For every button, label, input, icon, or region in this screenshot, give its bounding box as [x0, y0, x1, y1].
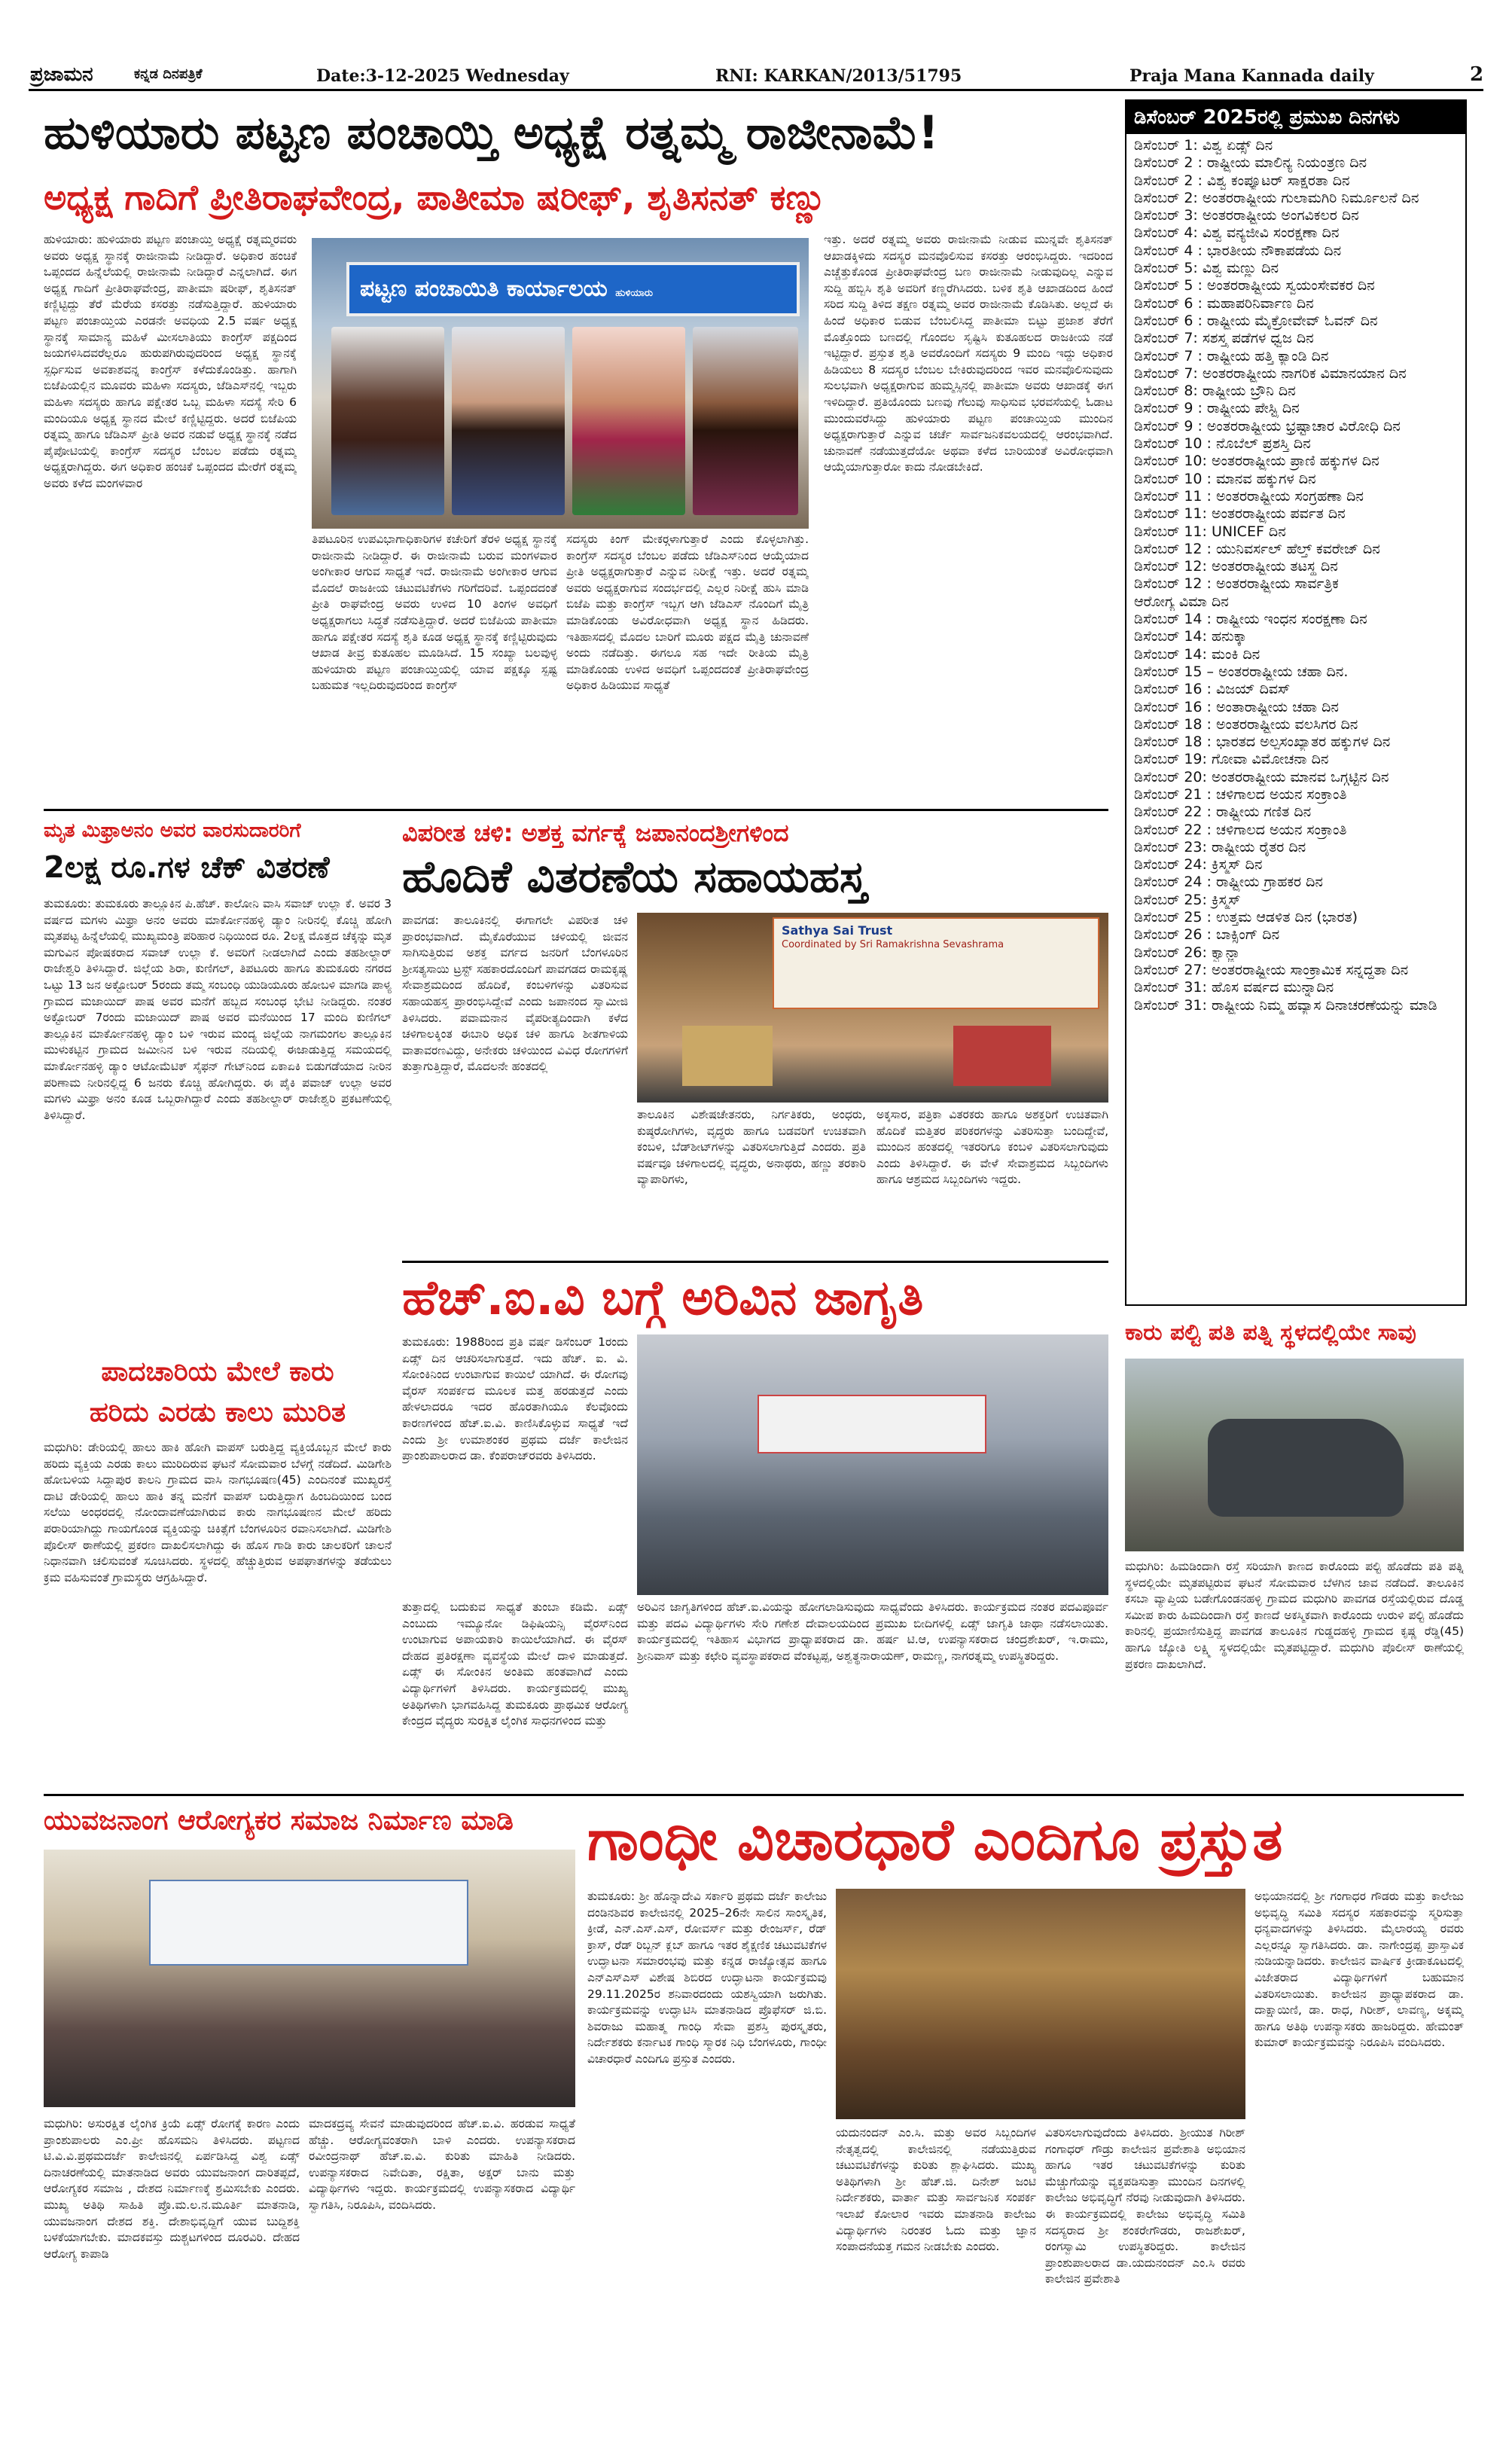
important-day-item: ಡಿಸೆಂಬರ್ 3: ಅಂತರರಾಷ್ಟ್ರೀಯ ಅಂಗವಿಕಲರ ದಿನ: [1134, 207, 1359, 224]
youth-photo: [44, 1850, 575, 2107]
important-day-item: ಡಿಸೆಂಬರ್ 5 : ಅಂತರರಾಷ್ಟ್ರೀಯ ಸ್ವಯಂಸೇವಕರ ದಿನ: [1134, 277, 1375, 294]
gandhi-col-2: ಯದುನಂದನ್ ಎಂ.ಸಿ. ಮತ್ತು ಅವರ ಸಿಬ್ಬಂದಿಗಳ ನೇತೃತ್ವದಲ್ಲಿ ಕಾಲೇಜಿನಲ್ಲಿ ನಡೆಯುತ್ತಿರುವ ಚಟುವಟಿಕೆಗಳನ್ನು ಕುರಿತು ಶ್ಲಾಘಿಸಿದರು. ಮುಖ್ಯ ಅತಿಥಿಗಳಾಗಿ ಶ್ರೀ ಹೆಚ್.ಜಿ. ದಿನೇಶ್ ಜಂಟಿ ನಿರ್ದೇಶಕರು, ವಾರ್ತಾ ಮತ್ತು ಸಾರ್ವಜನಿಕ ಸಂಪರ್ಕ ಇಲಾಖೆ ಕೋಲಾರ ಇವರು ಮಾತನಾಡಿ ಕಾಲೇಜು ವಿದ್ಯಾರ್ಥಿಗಳು ನಿರಂತರ ಓದು ಮತ್ತು ಜ್ಞಾನ ಸಂಪಾದನೆಯತ್ತ ಗಮನ ನೀಡಬೇಕು ಎಂದರು.: [836, 2126, 1036, 2254]
trust-banner-text: Coordinated by Sri Ramakrishna Sevashrama: [782, 939, 1004, 950]
car-body: ಮಧುಗಿರಿ: ಹಿಮಡಿಂದಾಗಿ ರಸ್ತೆ ಸರಿಯಾಗಿ ಕಾಣದ ಕಾರೊಂದು ಪಲ್ಟಿ ಹೊಡೆದು ಪತಿ ಪತ್ನಿ ಸ್ಥಳದಲ್ಲಿಯೇ ಮೃತಪಟ್ಟಿರುವ ಘಟನೆ ಸೋಮವಾರ ಬೆಳಗಿನ ಜಾವ ನಡೆದಿದೆ. ತಾಲೂಕಿನ ಕಸಬಾ ವ್ಯಾಪ್ತಿಯ ಬಡೇಗೊಂಡನಹಳ್ಳಿ ಗ್ರಾಮದ ಮಧುಗಿರಿ ಪಾವಗಡ ರಸ್ತೆಯಲ್ಲಿರುವ ದೊಡ್ಡ ಸಮೀಪ ಕಾರು ಹಿಮದಿಂದಾಗಿ ರಸ್ತೆ ಕಾಣದೆ ಅಕಸ್ಮಿಕವಾಗಿ ಕಾರೊಂದು ಉರುಳಿ ಪಲ್ಟಿ ಹೊಡೆದು ಕಾರಿನಲ್ಲಿ ಪ್ರಯಾಣಿಸುತ್ತಿದ್ದ ಪಾವಗಡ ತಾಲೂಕಿನ ಗುಡ್ಡದಹಳ್ಳಿ ಗ್ರಾಮದ ಕೃಷ್ಣ ರೆಡ್ಡಿ(45) ಹಾಗೂ ಜ್ಯೋತಿ ಲಕ್ಷ್ಮಿ ಸ್ಥಳದಲ್ಲಿಯೇ ಮೃತಪಟ್ಟಿದ್ದಾರೆ. ಮಧುಗಿರಿ ಪೊಲೀಸ್ ಠಾಣೆಯಲ್ಲಿ ಪ್ರಕರಣ ದಾಖಲಾಗಿದೆ.: [1125, 1560, 1464, 1671]
blanket-col-2: ತಾಲೂಕಿನ ವಿಶೇಷಚೇತನರು, ನಿರ್ಗತಿಕರು, ಅಂಧರು, ಕುಷ್ಠರೋಗಿಗಳು, ವೃದ್ಧರು ಹಾಗೂ ಬಡವರಿಗೆ ಉಚಿತವಾಗಿ ಕಂಬಳಿ, ಬೆಡ್‍ಶೀಟ್‍ಗಳನ್ನು ವಿತರಿಸಲಾಗುತ್ತಿದೆ ಎಂದರು. ಪ್ರತಿ ವರ್ಷವೂ ಚಳಿಗಾಲದಲ್ಲಿ ವೃದ್ಧರು, ಅನಾಥರು, ಹಣ್ಣು ತರಕಾರಿ ವ್ಯಾಪಾರಿಗಳು,: [637, 1108, 866, 1187]
masthead-date: Date:3-12-2025 Wednesday: [316, 66, 569, 86]
divider: [402, 1261, 1108, 1263]
masthead: [29, 63, 1484, 91]
crashed-car: [1208, 1419, 1404, 1517]
important-day-item: ಡಿಸೆಂಬರ್ 1: ವಿಶ್ವ ಏಡ್ಸ್ ದಿನ: [1134, 137, 1273, 154]
important-day-item: ಡಿಸೆಂಬರ್ 10 : ನೊಬೆಲ್ ಪ್ರಶಸ್ತಿ ದಿನ: [1134, 435, 1311, 453]
portrait-3: [572, 327, 685, 515]
important-day-item: ಡಿಸೆಂಬರ್ 25: ಕ್ರಿಸ್ಮಸ್: [1134, 891, 1241, 908]
youth-headline: ಯುವಜನಾಂಗ ಆರೋಗ್ಯಕರ ಸಮಾಜ ನಿರ್ಮಾಣ ಮಾಡಿ: [44, 1805, 514, 1836]
important-day-item: ಡಿಸೆಂಬರ್ 2: ಅಂತರರಾಷ್ಟ್ರೀಯ ಗುಲಾಮಗಿರಿ ನಿರ್ಮೂಲನೆ ದಿನ: [1134, 189, 1419, 206]
important-day-item: ಡಿಸೆಂಬರ್ 22 : ಚಳಿಗಾಲದ ಅಯನ ಸಂಕ್ರಾಂತಿ: [1134, 821, 1347, 838]
page-number: 2: [1470, 63, 1484, 86]
important-day-item: ಡಿಸೆಂಬರ್ 10: ಅಂತರರಾಷ್ಟ್ರೀಯ ಪ್ರಾಣಿ ಹಕ್ಕುಗಳ ದಿನ: [1134, 453, 1379, 470]
pedestrian-headline-2: ಹರಿದು ಎರಡು ಕಾಲು ಮುರಿತ: [89, 1397, 346, 1428]
important-day-item: ಆರೋಗ್ಯ ವಿಮಾ ದಿನ: [1134, 593, 1229, 610]
important-day-item: ಡಿಸೆಂಬರ್ 22 : ರಾಷ್ಟ್ರೀಯ ಗಣಿತ ದಿನ: [1134, 804, 1312, 821]
important-day-item: ಡಿಸೆಂಬರ್ 9 : ರಾಷ್ಟ್ರೀಯ ಪೇಸ್ಟ್ರಿ ದಿನ: [1134, 400, 1300, 417]
blanket-photo: [637, 913, 1108, 1103]
masthead-tagline: ಕನ್ನಡ ದಿನಪತ್ರಿಕೆ: [134, 66, 203, 82]
portrait-1: [331, 327, 444, 515]
important-day-item: ಡಿಸೆಂಬರ್ 9 : ಅಂತರರಾಷ್ಟ್ರೀಯ ಭ್ರಷ್ಟಾಚಾರ ವಿರೋಧಿ ದಿನ: [1134, 417, 1401, 435]
important-day-item: ಡಿಸೆಂಬರ್ 21 : ಚಳಿಗಾಲದ ಅಯನ ಸಂಕ್ರಾಂತಿ: [1134, 785, 1347, 803]
gandhi-col-1: ತುಮಕೂರು: ಶ್ರೀ ಹೊನ್ನಾದೇವಿ ಸರ್ಕಾರಿ ಪ್ರಥಮ ದರ್ಜೆ ಕಾಲೇಜು ದಂಡಿನಶಿವರ ಕಾಲೇಜಿನಲ್ಲಿ 2025–26ನೇ ಸಾಲಿನ ಸಾಂಸ್ಕೃತಿಕ, ಕ್ರೀಡೆ, ಎನ್.ಎಸ್.ಎಸ್, ರೋವರ್ಸ್ ಮತ್ತು ರೇಂಜರ್ಸ್, ರೆಡ್ ಕ್ರಾಸ್, ರೆಡ್ ರಿಬ್ಬನ್ ಕ್ಲಬ್ ಹಾಗೂ ಇತರ ಶೈಕ್ಷಣಿಕ ಚಟುವಟಿಕೆಗಳ ಉದ್ಘಾಟನಾ ಸಮಾರಂಭವು ಮತ್ತು ಕನ್ನಡ ರಾಜ್ಯೋತ್ಸವ ಹಾಗೂ ಎನ್‍ಎಸ್‍ಎಸ್ ವಿಶೇಷ ಶಿಬಿರದ ಉದ್ಘಾಟನಾ ಕಾರ್ಯಕ್ರಮವು 29.11.2025ರ ಶನಿವಾರದಂದು ಯಶಸ್ವಿಯಾಗಿ ಜರುಗಿತು. ಕಾರ್ಯಕ್ರಮವನ್ನು ಉದ್ಘಾಟಿಸಿ ಮಾತನಾಡಿದ ಪ್ರೊಫೆಸರ್ ಜಿ.ಬಿ. ಶಿವರಾಜು ಮಹಾತ್ಮ ಗಾಂಧಿ ಸೇವಾ ಪ್ರಶಸ್ತಿ ಪುರಸ್ಕೃತರು, ನಿರ್ದೇಶಕರು ಕರ್ನಾಟಕ ಗಾಂಧಿ ಸ್ಮಾರಕ ನಿಧಿ ಬೆಂಗಳೂರು, ಗಾಂಧೀ ವಿಚಾರಧಾರೆ ಎಂದಿಗೂ ಪ್ರಸ್ತುತ ಎಂದರು.: [587, 1890, 827, 2066]
important-day-item: ಡಿಸೆಂಬರ್ 7: ಸಶಸ್ತ್ರ ಪಡೆಗಳ ಧ್ವಜ ದಿನ: [1134, 330, 1314, 347]
cheque-kicker: ಮೃತ ಮಿಫ್ರಾಅನಂ ಅವರ ವಾರಸುದಾರರಿಗೆ: [44, 819, 301, 842]
important-day-item: ಡಿಸೆಂಬರ್ 16 : ಅಂತಾರಾಷ್ಟ್ರೀಯ ಚಹಾ ದಿನ: [1134, 698, 1339, 715]
important-day-item: ಡಿಸೆಂಬರ್ 7 : ರಾಷ್ಟ್ರೀಯ ಹತ್ತಿ ಕ್ಯಾಂಡಿ ದಿನ: [1134, 347, 1329, 364]
blanket-col-1: ಪಾವಗಡ: ತಾಲೂಕಿನಲ್ಲಿ ಈಗಾಗಲೇ ವಿಪರೀತ ಚಳಿ ಪ್ರಾರಂಭವಾಗಿದೆ. ಮೈಕೊರೆಯುವ ಚಳಿಯಲ್ಲಿ ಜೀವನ ಸಾಗಿಸುತ್ತಿರುವ ಅಶಕ್ತ ವರ್ಗದ ಜನರಿಗೆ ಬೆಂಗಳೂರಿನ ಶ್ರೀಸತ್ಯಸಾಯಿ ಟ್ರಸ್ಟ್ ಸಹಕಾರದೊಂದಿಗೆ ಪಾವಗಡದ ರಾಮಕೃಷ್ಣ ಸೇವಾಶ್ರಮದಿಂದ ಹೊದಿಕೆ, ಕಂಬಳಿಗಳನ್ನು ವಿತರಿಸುವ ಸಹಾಯಹಸ್ತ ಪ್ರಾರಂಭಿಸಿದ್ದೇವೆ ಎಂದು ಜಪಾನಂದ ಸ್ವಾಮೀಜಿ ತಿಳಿಸಿದರು. ಪವಾಮನಾನ ವೈಪರೀತ್ಯದಿಂದಾಗಿ ಕಳೆದ ಚಳಿಗಾಲಕ್ಕಿಂತ ಈಬಾರಿ ಅಧಿಕ ಚಳಿ ಹಾಗೂ ಶೀತಗಾಳಿಯ ವಾತಾವರಣವಿದ್ದು, ಅನೇಕರು ಚಳಿಯಿಂದ ವಿವಿಧ ರೋಗಗಳಿಗೆ ತುತ್ತಾಗುತ್ತಿದ್ದಾರೆ, ಮೊದಲನೇ ಹಂತದಲ್ಲಿ: [402, 913, 628, 1074]
important-day-item: ಡಿಸೆಂಬರ್ 15 – ಅಂತರರಾಷ್ಟ್ರೀಯ ಚಹಾ ದಿನ.: [1134, 663, 1349, 680]
important-day-item: ಡಿಸೆಂಬರ್ 2 : ವಿಶ್ವ ಕಂಪ್ಯೂಟರ್ ಸಾಕ್ಷರತಾ ದಿನ: [1134, 172, 1350, 189]
office-signboard: ಪಟ್ಟಣ ಪಂಚಾಯಿತಿ ಕಾರ್ಯಾಲಯ ಹುಳಿಯಾರು: [346, 262, 800, 316]
important-day-item: ಡಿಸೆಂಬರ್ 18 : ಅಂತರರಾಷ್ಟ್ರೀಯ ವಲಸಿಗರ ದಿನ: [1134, 715, 1358, 733]
gandhi-headline: ಗಾಂಧೀ ವಿಚಾರಧಾರೆ ಎಂದಿಗೂ ಪ್ರಸ್ತುತ: [587, 1806, 1283, 1873]
important-day-item: ಡಿಸೆಂಬರ್ 6 : ರಾಷ್ಟ್ರೀಯ ಮೈಕ್ರೋವೇವ್ ಓವನ್ ದಿನ: [1134, 312, 1378, 329]
masthead-name: Praja Mana Kannada daily: [1129, 66, 1374, 86]
cheque-headline: 2ಲಕ್ಷ ರೂ.ಗಳ ಚೆಕ್ ವಿತರಣೆ: [44, 850, 330, 885]
hiv-col-3: ಅರಿವಿನ ಜಾಗೃತಿಗಳಿಂದ ಹೆಚ್.ಐ.ವಿಯನ್ನು ಹೋಗಲಾಡಿಸುವುದು ಸಾಧ್ಯವೆಂದು ತಿಳಿಸಿದರು. ಕಾರ್ಯಕ್ರಮದ ನಂತರ ಪದವಿಪೂರ್ವ ಮತ್ತು ಪದವಿ ವಿದ್ಯಾರ್ಥಿಗಳು ಸೇರಿ ಗಣೇಶ ದೇವಾಲಯದಿಂದ ಪ್ರಮುಖ ಬೀದಿಗಳಲ್ಲಿ ಏಡ್ಸ್ ಜಾಗೃತಿ ಜಾಥಾ ನಡೆಸಲಾಯಿತು. ಕಾರ್ಯಕ್ರಮದಲ್ಲಿ ಇತಿಹಾಸ ವಿಭಾಗದ ಪ್ರಾಧ್ಯಾಪಕರಾದ ಡಾ. ಹರ್ಷ ಟಿ.ಆ, ಉಪನ್ಯಾಸಕರಾದ ಚಂದ್ರಶೇಖರ್, ಇ.ರಾಮು, ಶ್ರೀನಿವಾಸ್ ಮತ್ತು ಕಛೇರಿ ವ್ಯವಸ್ಥಾಪಕರಾದ ವೆಂಕಟ್ಟಪ್ಪ, ಅಶ್ವತ್ಥನಾರಾಯಣ್, ರಾಮಣ್ಣ, ನಾಗರತ್ನಮ್ಮ ಉಪಸ್ಥಿತರಿದ್ದರು.: [637, 1600, 1108, 1663]
trust-banner-title: Sathya Sai Trust: [782, 923, 893, 938]
hiv-banner: [758, 1395, 986, 1453]
important-day-item: ಡಿಸೆಂಬರ್ 14: ಹನುಕ್ಕಾ: [1134, 628, 1247, 645]
important-day-item: ಡಿಸೆಂಬರ್ 7: ಅಂತರರಾಷ್ಟ್ರೀಯ ನಾಗರಿಕ ವಿಮಾನಯಾನ ದಿನ: [1134, 364, 1407, 382]
blanket-kicker: ವಿಪರೀತ ಚಳಿ: ಅಶಕ್ತ ವರ್ಗಕ್ಕೆ ಜಪಾನಂದಶ್ರೀಗಳಿಂದ: [402, 819, 789, 847]
important-day-item: ಡಿಸೆಂಬರ್ 12 : ಯುನಿವರ್ಸಲ್ ಹೆಲ್ತ್ ಕವರೇಜ್ ದಿನ: [1134, 540, 1380, 557]
car-photo: [1125, 1359, 1464, 1551]
lead-photo: [312, 238, 809, 529]
blanket-held: [682, 1026, 773, 1086]
important-day-item: ಡಿಸೆಂಬರ್ 14: ಮಂಕಿ ದಿನ: [1134, 645, 1261, 663]
blanket-held-2: [953, 1026, 1051, 1086]
portrait-4: [693, 327, 798, 515]
important-day-item: ಡಿಸೆಂಬರ್ 31: ಹೊಸ ವರ್ಷದ ಮುನ್ನಾದಿನ: [1134, 979, 1334, 996]
divider: [44, 809, 1108, 811]
lead-col-4: ಇತ್ತು. ಅದರೆ ರತ್ನಮ್ಮ ಅವರು ರಾಜೀನಾಮೆ ನೀಡುವ ಮುನ್ನವೇ ಶೃತಿಸನತ್ ಆಖಾಡಕ್ಕಿಳಿದು ಸದಸ್ಯರ ಮನವೊಲಿಸುವ ಕಸರತ್ತು ಆರಂಭಿಸಿದ್ದರು. ಇದರಿಂದ ಎಚ್ಚೆತ್ತುಕೊಂಡ ಪ್ರೀತಿರಾಘವೇಂದ್ರ ಬಣ ರಾಜೀನಾಮೆ ನೀಡುವುದಿಲ್ಲ ಎನ್ನುವ ಸುದ್ದಿ ಹಬ್ಬಿಸಿ ಶೃತಿ ಅವರಿಗೆ ಕಣ್ಣರೆಗಿಸಿದರು. ಬಳಿಕ ಶೃತಿ ಆಖಾಡದಿಂದ ಹಿಂದೆ ಸರಿದ ಸುದ್ದಿ ತಿಳಿದ ತಕ್ಷಣ ರತ್ನಮ್ಮ ಅವರ ರಾಜೀನಾಮೆ ಕೊಡಿಸಿತು. ಅಲ್ಲದೆ ಈ ಹಿಂದೆ ಅಧಿಕಾರ ಬಿಡುವ ಬೆಂಬಲಿಸಿದ್ದ ಪಾತೀಮಾ ಬಿಟ್ಟು ಪ್ರಜಾಶ ತೆರೆಗೆ ಮೊತ್ತೊಂದು ಬಣದಲ್ಲಿ ಗೊಂದಲ ಸೃಷ್ಟಿಸಿ ಕುತೂಹಲದ ರಾಜಕೀಯ ನಡೆ ಇಟ್ಟಿದ್ದಾರೆ. ಪ್ರಸ್ತುತ ಶೃತಿ ಅವರೊಂದಿಗೆ ಸದಸ್ಯರು 9 ಮಂದಿ ಇದ್ದು ಅಧಿಕಾರ ಹಿಡಿಯಲು 8 ಸದಸ್ಯರ ಬೆಂಬಲ ಬೇಕಿರುವುದರಿಂದ ಇವರ ಮನವೊಲಿಸುವುದು ಸುಲಭವಾಗಿ ಅಧ್ಯಕ್ಷರಾಗುವ ಹುಮ್ಮಸ್ಸಿನಲ್ಲಿ ಪಾತೀಮಾ ಅವರು ಆಖಾಡಕ್ಕೆ ಈಗ ಇಳಿದಿದ್ದಾರೆ. ಪ್ರತಿಯೊಂದು ಬಣವು ಗೆಲುವು ಸಾಧಿಸುವ ಭರವಸೆಯಲ್ಲಿ ಓಡಾಟ ಮುಂದುವರೆಸಿದ್ದು ಹುಳಿಯಾರು ಪಟ್ಟಣ ಪಂಚಾಯ್ತಿಯ ಮುಂದಿನ ಅಧ್ಯಕ್ಷರಾಗುತ್ತಾರೆ ಎನ್ನುವ ಚರ್ಚೆ ಸಾರ್ವಜನಿಕವಲಯದಲ್ಲಿ ಆರಂಭವಾಗಿದೆ. ಚುನಾವಣೆ ನಡೆಯುತ್ತದೆಯೋ ಅಥವಾ ಕಳೆದ ಬಾರಿಯಂತೆ ಅವಿರೋಧವಾಗಿ ಆಯ್ಕೆಯಾಗುತ್ತಾರೋ ಕಾದು ನೋಡಬೇಕಿದೆ.: [824, 233, 1113, 474]
masthead-logo: ಪ್ರಜಾಮನ: [30, 63, 93, 86]
hiv-photo: [637, 1334, 1108, 1595]
important-day-item: ಡಿಸೆಂಬರ್ 11 : ಅಂತರರಾಷ್ಟ್ರೀಯ ಸಂಗ್ರಹಣಾ ದಿನ: [1134, 487, 1364, 505]
hiv-col-1: ತುತ್ತಾದಲ್ಲಿ ಬದುಕುವ ಸಾಧ್ಯತೆ ತುಂಬಾ ಕಡಿಮೆ. ಏಡ್ಸ್ ಎಂಬುದು ಇಮ್ಯೂನೋ ಡಿಫಿಷಿಯನ್ಸಿ ವೈರಸ್‍ನಿಂದ ಉಂಟಾಗುವ ಅಪಾಯಕಾರಿ ಕಾಯಿಲೆಯಾಗಿದೆ. ಈ ವೈರಸ್ ದೇಹದ ಪ್ರತಿರಕ್ಷಣಾ ವ್ಯವಸ್ಥೆಯ ಮೇಲೆ ದಾಳಿ ಮಾಡುತ್ತದೆ. ಏಡ್ಸ್ ಈ ಸೋಂಕಿನ ಅಂತಿಮ ಹಂತವಾಗಿದೆ ಎಂದು ವಿದ್ಯಾರ್ಥಿಗಳಿಗೆ ತಿಳಿಸಿದರು. ಕಾರ್ಯಕ್ರಮದಲ್ಲಿ ಮುಖ್ಯ ಅತಿಥಿಗಳಾಗಿ ಭಾಗವಹಿಸಿದ್ದ ತುಮಕೂರು ಪ್ರಾಥಮಿಕ ಆರೋಗ್ಯ ಕೇಂದ್ರದ ವೈದ್ಯರು ಸುರಕ್ಷಿತ ಲೈಂಗಿಕ ಸಾಧನಗಳಿಂದ ಮತ್ತು: [402, 1600, 628, 1728]
lead-headline: ಹುಳಿಯಾರು ಪಟ್ಟಣ ಪಂಚಾಯ್ತಿ ಅಧ್ಯಕ್ಷೆ ರತ್ನಮ್ಮ ರಾಜೀನಾಮೆ!: [44, 106, 939, 160]
important-days-box: [1125, 99, 1467, 1306]
important-day-item: ಡಿಸೆಂಬರ್ 26 : ಬಾಕ್ಸಿಂಗ್ ದಿನ: [1134, 926, 1280, 944]
divider: [44, 1794, 1464, 1796]
important-day-item: ಡಿಸೆಂಬರ್ 24: ಕ್ರಿಸ್ಮಸ್ ದಿನ: [1134, 856, 1263, 874]
youth-banner: [149, 1880, 468, 1966]
portrait-2: [452, 327, 565, 515]
lead-col-2: ತಿಪಟೂರಿನ ಉಪವಿಭಾಗಾಧಿಕಾರಿಗಳ ಕಚೇರಿಗೆ ತೆರಳಿ ಅಧ್ಯಕ್ಷ ಸ್ಥಾನಕ್ಕೆ ರಾಜೀನಾಮೆ ನೀಡಿದ್ದಾರೆ. ಈ ರಾಜೀನಾಮೆ ಬರುವ ಮಂಗಳವಾರ ಅಂಗೀಕಾರ ಆಗುವ ಸಾಧ್ಯತೆ ಇದೆ. ರಾಜೀನಾಮೆ ಅಂಗೀಕಾರ ಆಗುವ ಮೊದಲೆ ರಾಜಕೀಯ ಚಟುವಟಿಕೆಗಳು ಗರಿಗೆದರಿವೆ. ಒಪ್ಪಂದದಂತೆ ಪ್ರೀತಿ ರಾಘವೇಂದ್ರ ಅವರು ಉಳಿದ 10 ತಿಂಗಳ ಅವಧಿಗೆ ಅಧ್ಯಕ್ಷರಾಗಲು ಸಿದ್ಧತೆ ನಡೆಸುತ್ತಿದ್ದಾರೆ. ಅದರೆ ಬಿಜೆಪಿಯ ಪಾತೀಮಾ ಹಾಗೂ ಪಕ್ಷೇತರ ಸದಸ್ಯೆ ಶೃತಿ ಕೂಡ ಅಧ್ಯಕ್ಷ ಸ್ಥಾನಕ್ಕೆ ಕಣ್ಣಿಟ್ಟಿರುವುದು ಆಖಾಡ ತೀವ್ರ ಕುತೂಹಲ ಮೂಡಿಸಿದೆ. 15 ಸಂಖ್ಯಾ ಬಲವುಳ್ಳ ಹುಳಿಯಾರು ಪಟ್ಟಣ ಪಂಚಾಯ್ತಿಯಲ್ಲಿ ಯಾವ ಪಕ್ಷಕ್ಕೂ ಸ್ಪಷ್ಟ ಬಹುಮತ ಇಲ್ಲದಿರುವುದರಿಂದ ಕಾಂಗ್ರೆಸ್: [312, 532, 557, 693]
important-day-item: ಡಿಸೆಂಬರ್ 12 : ಅಂತರರಾಷ್ಟ್ರೀಯ ಸಾರ್ವತ್ರಿಕ: [1134, 575, 1339, 593]
lead-col-3: ಸದಸ್ಯರು ಕಿಂಗ್ ಮೇಕರ್‍ಗಳಾಗುತ್ತಾರೆ ಎಂದು ಕೊಳ್ಳಲಾಗಿತ್ತು. ಕಾಂಗ್ರೆಸ್ ಸದಸ್ಯರ ಬೆಂಬಲ ಪಡೆದು ಜೆಡಿಎಸ್‍ನಿಂದ ಆಯ್ಕೆಯಾದ ಪ್ರೀತಿ ಅಧ್ಯಕ್ಷರಾಗುತ್ತಾರೆ ಎನ್ನುವ ನಿರೀಕ್ಷೆ ಇತ್ತು. ಅದರೆ ರತ್ನಮ್ಮ ಅವರು ಅಧ್ಯಕ್ಷರಾಗುವ ಸಂದರ್ಭದಲ್ಲಿ ಎಲ್ಲರ ನಿರೀಕ್ಷೆ ಹುಸಿ ಮಾಡಿ ಬಿಜೆಪಿ ಮತ್ತು ಕಾಂಗ್ರೆಸ್ ಇಬ್ಬಗ ಆಗಿ ಜೆಡಿಎಸ್ ನೊಂದಿಗೆ ಮೈತ್ರಿ ಮಾಡಿಕೊಂಡು ಅವಿರೋಧವಾಗಿ ಅಧ್ಯಕ್ಷ ಸ್ಥಾನ ಹಿಡಿದರು. ಇತಿಹಾಸದಲ್ಲಿ ಮೊದಲ ಬಾರಿಗೆ ಮೂರು ಪಕ್ಷದ ಮೈತ್ರಿ ಚುನಾವಣೆ ಅಂದು ನಡೆದಿತ್ತು. ಈಗಲೂ ಸಹ ಇದೇ ರೀತಿಯ ಮೈತ್ರಿ ಮಾಡಿಕೊಂಡು ಉಳಿದ ಅವಧಿಗೆ ಒಪ್ಪಂದದಂತೆ ಪ್ರೀತಿರಾಘವೇಂದ್ರ ಅಧಿಕಾರ ಹಿಡಿಯುವ ಸಾಧ್ಯತೆ: [566, 532, 809, 693]
hiv-headline: ಹೆಚ್.ಐ.ವಿ ಬಗ್ಗೆ ಅರಿವಿನ ಜಾಗೃತಿ: [402, 1270, 924, 1326]
gandhi-col-4: ಅಭಿಯಾನದಲ್ಲಿ ಶ್ರೀ ಗಂಗಾಧರ ಗೌಡರು ಮತ್ತು ಕಾಲೇಜು ಅಭಿವೃದ್ಧಿ ಸಮಿತಿ ಸದಸ್ಯರ ಸಹಕಾರವನ್ನು ಸ್ಮರಿಸುತ್ತಾ ಧನ್ಯವಾದಗಳನ್ನು ತಿಳಿಸಿದರು. ಮೈಲಾರಯ್ಯ ರವರು ಎಲ್ಲರನ್ನೂ ಸ್ವಾಗತಿಸಿದರು. ಡಾ. ನಾಗೇಂದ್ರಪ್ಪ ಪ್ರಾಸ್ತಾವಿಕ ನುಡಿಯನ್ನಾಡಿದರು. ಕಾಲೇಜಿನ ವಾರ್ಷಿಕ ಕ್ರೀಡಾಕೂಟದಲ್ಲಿ ವಿಜೇತರಾದ ವಿದ್ಯಾರ್ಥಿಗಳಿಗೆ ಬಹುಮಾನ ವಿತರಿಸಲಾಯಿತು. ಕಾಲೇಜಿನ ಪ್ರಾಧ್ಯಾಪಕರಾದ ಡಾ. ದಾಕ್ಷಾಯಿಣಿ, ಡಾ. ರಾಧ, ಗಿರೀಶ್, ಲಾವಣ್ಯ, ಅಕ್ಕಮ್ಮ ಹಾಗೂ ಅತಿಥಿ ಉಪನ್ಯಾಸಕರು ಹಾಜರಿದ್ದರು. ಹೇಮಂತ್ ಕುಮಾರ್ ಕಾರ್ಯಕ್ರಮವನ್ನು ನಿರೂಪಿಸಿ ವಂದಿಸಿದರು.: [1254, 1890, 1464, 2050]
important-day-item: ಡಿಸೆಂಬರ್ 16 : ವಿಜಯ್ ದಿವಸ್: [1134, 681, 1291, 698]
important-day-item: ಡಿಸೆಂಬರ್ 11: UNICEF ದಿನ: [1134, 523, 1286, 540]
important-day-item: ಡಿಸೆಂಬರ್ 11: ಅಂತರರಾಷ್ಟ್ರೀಯ ಪರ್ವತ ದಿನ: [1134, 505, 1346, 523]
important-day-item: ಡಿಸೆಂಬರ್ 20: ಅಂತರರಾಷ್ಟ್ರೀಯ ಮಾನವ ಒಗ್ಗಟ್ಟಿನ ದಿನ: [1134, 768, 1389, 785]
important-day-item: ಡಿಸೆಂಬರ್ 6 : ಮಹಾಪರಿನಿರ್ವಾಣ ದಿನ: [1134, 294, 1314, 312]
masthead-rni: RNI: KARKAN/2013/51795: [715, 66, 962, 86]
important-day-item: ಡಿಸೆಂಬರ್ 25 : ಉತ್ತಮ ಆಡಳಿತ ದಿನ (ಭಾರತ): [1134, 909, 1358, 926]
cheque-body: ತುಮಕೂರು: ತುಮಕೂರು ತಾಲ್ಲೂಕಿನ ಪಿ.ಹೆಚ್. ಕಾಲೋನಿ ವಾಸಿ ಸವಾಜ್ ಉಲ್ಲಾ ಕೆ. ಅವರ 3 ವರ್ಷದ ಮಗಳು ಮಿಫ್ರಾ ಅನಂ ಅವರು ಮಾರ್ಕೋನಹಳ್ಳಿ ಡ್ಯಾಂ ನೀರಿನಲ್ಲಿ ಕೊಚ್ಚಿ ಹೋಗಿ ಮೃತಪಟ್ಟ ಹಿನ್ನೆಲೆಯಲ್ಲಿ ಮುಖ್ಯಮಂತ್ರಿ ಪರಿಹಾರ ನಿಧಿಯಿಂದ ರೂ. 2ಲಕ್ಷ ಮೊತ್ತದ ಚೆಕ್ಕನ್ನು ಮೃತ ಮಗುವಿನ ಪೋಷಕರಾದ ಸವಾಜ್ ಉಲ್ಲಾ ಕೆ. ಅವರಿಗೆ ನೀಡಲಾಗಿದೆ ಎಂದು ತಹಶೀಲ್ದಾರ್ ರಾಜೇಶ್ವರಿ ತಿಳಿಸಿದ್ದಾರೆ. ಜಿಲ್ಲೆಯ ಶಿರಾ, ಕುಣಿಗಲ್, ತಿಪಟೂರು ಹಾಗೂ ತುಮಕೂರು ನಗರದ ಒಟ್ಟು 13 ಜನ ಅಕ್ಟೋಬರ್ 5ರಂದು ತಮ್ಮ ಸಂಬಂಧಿ ಯುಡಿಯೂರು ಹೋಬಳಿ ಮಾಗಡಿ ಪಾಳ್ಯ ಗ್ರಾಮದ ಮಜಾಯಿದ್ ಪಾಷ ಅವರ ಮನೆಗೆ ಹಬ್ಬದ ಸಂಬಂಧ ಭೇಟಿ ನೀಡಿದ್ದರು. ನಂತರ ಅಕ್ಟೋಬರ್ 7ರಂದು ಮಜಾಯಿದ್ ಪಾಷ ಅವರ ಮನೆಯಿಂದ 17 ಮಂದಿ ಕುಣಿಗಲ್ ತಾಲ್ಲೂಕಿನ ಮಾರ್ಕೋನಹಳ್ಳಿ ಡ್ಯಾಂ ಬಳಿ ಇರುವ ಮಂದ್ಯ ಜಿಲ್ಲೆಯ ನಾಗಮಂಗಲ ತಾಲ್ಲೂಕಿನ ಮುಳುಕಟ್ಟಿನ ಗ್ರಾಮದ ಜಮೀನಿನ ಬಳಿ ಇರುವ ನದಿಯಲ್ಲಿ ಈಜಾಡುತ್ತಿದ್ದ ಸಮಯದಲ್ಲಿ ಮಾರ್ಕೋನಹಳ್ಳಿ ಡ್ಯಾಂ ಆಟೋಮೆಟಿಕ್ ಸೈಫನ್ ಗೇಟ್‍ನಿಂದ ಏಕಾಏಕಿ ಬಿಡುಗಡೆಯಾದ ನೀರಿನ ಪರಿಣಾಮ ನೀರಿನಲ್ಲಿದ್ದ 6 ಜನರು ಕೊಚ್ಚಿ ಹೋಗಿದ್ದರು. ಈ ಪೈಕಿ ಪವಾಜ್ ಉಲ್ಲಾ ಅವರ ಮಗಳು ಮಿಫ್ರಾ ಅನಂ ಕೂಡ ಒಬ್ಬರಾಗಿದ್ದಾರೆ ಎಂದು ತಹಶೀಲ್ದಾರ್ ರಾಜೇಶ್ವರಿ ಪ್ರಕಟಣೆಯಲ್ಲಿ ತಿಳಿಸಿದ್ದಾರೆ.: [44, 897, 392, 1122]
gandhi-photo: [836, 1889, 1245, 2119]
important-day-item: ಡಿಸೆಂಬರ್ 12: ಅಂತರರಾಷ್ಟ್ರೀಯ ತಟಸ್ಥ ದಿನ: [1134, 558, 1338, 575]
important-day-item: ಡಿಸೆಂಬರ್ 19: ಗೋವಾ ವಿಮೋಚನಾ ದಿನ: [1134, 751, 1329, 768]
important-day-item: ಡಿಸೆಂಬರ್ 23: ರಾಷ್ಟ್ರೀಯ ರೈತರ ದಿನ: [1134, 838, 1306, 856]
youth-col-1: ಮಧುಗಿರಿ: ಅಸುರಕ್ಷಿತ ಲೈಂಗಿಕ ಕ್ರಿಯೆ ಏಡ್ಸ್ ರೋಗಕ್ಕೆ ಕಾರಣ ಎಂದು ಪ್ರಾಂಶುಪಾಲರು ಎಂ.ಪ್ರೀ ಹೊಸಮನಿ ತಿಳಿಸಿದರು. ಪಟ್ಟಣದ ಟಿ.ವಿ.ವಿ.ಪ್ರಥಮದರ್ಜೆ ಕಾಲೇಜಿನಲ್ಲಿ ಏರ್ಪಡಿಸಿದ್ದ ವಿಶ್ವ ಏಡ್ಸ್ ದಿನಾಚರಣೆಯಲ್ಲಿ ಮಾತನಾಡಿದ ಅವರು ಯುವಜನಾಂಗ ದಾರಿತಪ್ಪದೆ, ಆರೋಗ್ಯಕರ ಸಮಾಜ , ದೇಶದ ನಿರ್ಮಾಣಕ್ಕೆ ಶ್ರಮಿಸಬೇಕು ಎಂದರು. ಮುಖ್ಯ ಅತಿಥಿ ಸಾಹಿತಿ ಪ್ರೊ.ಮ.ಲ.ನ.ಮೂರ್ತಿ ಮಾತನಾಡಿ, ಯುವಜನಾಂಗ ದೇಶದ ಶಕ್ತಿ. ದೇಶಾಭಿವೃದ್ದಿಗೆ ಯುವ ಬುದ್ದಿಶಕ್ತಿ ಬಳಕೆಯಾಗಬೇಕು. ಮಾದಕವಸ್ತು ದುಶ್ಚಟಗಳಿಂದ ದೂರವಿರಿ. ದೇಹದ ಆರೋಗ್ಯ ಕಾಪಾಡಿ: [44, 2117, 300, 2261]
pedestrian-headline-1: ಪಾದಚಾರಿಯ ಮೇಲೆ ಕಾರು: [101, 1356, 334, 1387]
important-day-item: ಡಿಸೆಂಬರ್ 4: ವಿಶ್ವ ವನ್ಯಜೀವಿ ಸಂರಕ್ಷಣಾ ದಿನ: [1134, 224, 1340, 242]
important-day-item: ಡಿಸೆಂಬರ್ 10 : ಮಾನವ ಹಕ್ಕುಗಳ ದಿನ: [1134, 470, 1316, 487]
important-day-item: ಡಿಸೆಂಬರ್ 4 : ಭಾರತೀಯ ನೌಕಾಪಡೆಯ ದಿನ: [1134, 242, 1342, 259]
trust-banner: [773, 917, 1099, 1009]
gandhi-col-3: ವಿತರಿಸಲಾಗುವುದೆಂದು ತಿಳಿಸಿದರು. ಶ್ರೀಯುತ ಗಿರೀಶ್ ಗಂಗಾಧರ್ ಗೌಡ್ರು ಕಾಲೇಜಿನ ಪ್ರವೇಶಾತಿ ಅಭಿಯಾನ ಹಾಗೂ ಇತರ ಚಟುವಟಿಕೆಗಳನ್ನು ಕುರಿತು ಮೆಚ್ಚುಗೆಯನ್ನು ವ್ಯಕ್ತಪಡಿಸುತ್ತಾ ಮುಂದಿನ ದಿನಗಳಲ್ಲಿ ಕಾಲೇಜು ಅಭಿವೃದ್ಧಿಗೆ ನೆರವು ನೀಡುವುದಾಗಿ ತಿಳಿಸಿದರು. ಈ ಕಾರ್ಯಕ್ರಮದಲ್ಲಿ ಕಾಲೇಜು ಅಭಿವೃದ್ಧಿ ಸಮಿತಿ ಸದಸ್ಯರಾದ ಶ್ರೀ ಶಂಕರೇಗೌಡರು, ರಾಜಶೇಖರ್, ರಂಗಸ್ವಾಮಿ ಉಪಸ್ಥಿತರಿದ್ದರು. ಕಾಲೇಜಿನ ಪ್ರಾಂಶುಪಾಲರಾದ ಡಾ.ಯದುನಂದನ್ ಎಂ.ಸಿ ರವರು ಕಾಲೇಜಿನ ಪ್ರವೇಶಾತಿ: [1045, 2126, 1245, 2286]
car-headline: ಕಾರು ಪಲ್ಟಿ ಪತಿ ಪತ್ನಿ ಸ್ಥಳದಲ್ಲಿಯೇ ಸಾವು: [1125, 1319, 1416, 1346]
important-day-item: ಡಿಸೆಂಬರ್ 27: ಅಂತರರಾಷ್ಟ್ರೀಯ ಸಾಂಕ್ರಾಮಿಕ ಸನ್ನದ್ಧತಾ ದಿನ: [1134, 961, 1409, 978]
important-day-item: ಡಿಸೆಂಬರ್ 2 : ರಾಷ್ಟ್ರೀಯ ಮಾಲಿನ್ಯ ನಿಯಂತ್ರಣ ದಿನ: [1134, 154, 1367, 172]
blanket-headline: ಹೊದಿಕೆ ವಿತರಣೆಯ ಸಹಾಯಹಸ್ತ: [402, 851, 867, 902]
lead-subheadline: ಅಧ್ಯಕ್ಷ ಗಾದಿಗೆ ಪ್ರೀತಿರಾಘವೇಂದ್ರ, ಪಾತೀಮಾ ಷರೀಫ್, ಶೃತಿಸನತ್ ಕಣ್ಣು: [44, 177, 827, 218]
important-day-item: ಡಿಸೆಂಬರ್ 14 : ರಾಷ್ಟ್ರೀಯ ಇಂಧನ ಸಂರಕ್ಷಣಾ ದಿನ: [1134, 611, 1367, 628]
important-day-item: ಡಿಸೆಂಬರ್ 31: ರಾಷ್ಟ್ರೀಯ ನಿಮ್ಮ ಹವ್ಯಾಸ ದಿನಾಚರಣೆಯನ್ನು ಮಾಡಿ: [1134, 996, 1437, 1014]
important-day-item: ಡಿಸೆಂಬರ್ 5: ವಿಶ್ವ ಮಣ್ಣು ದಿನ: [1134, 260, 1279, 277]
important-day-item: ಡಿಸೆಂಬರ್ 18 : ಭಾರತದ ಅಲ್ಪಸಂಖ್ಯಾತರ ಹಕ್ಕುಗಳ ದಿನ: [1134, 734, 1391, 751]
pedestrian-body: ಮಧುಗಿರಿ: ಡೇರಿಯಲ್ಲಿ ಹಾಲು ಹಾಕಿ ಹೋಗಿ ವಾಪಸ್ ಬರುತ್ತಿದ್ದ ವ್ಯಕ್ತಿಯೊಬ್ಬನ ಮೇಲೆ ಕಾರು ಹರಿದು ವ್ಯಕ್ತಿಯ ಎರಡು ಕಾಲು ಮುರಿದಿರುವ ಘಟನೆ ಸೋಮವಾರ ಬೆಳಗ್ಗೆ ನಡೆದಿದೆ. ಮಿಡಿಗೇಶಿ ಹೋಬಳಿಯ ಸಿದ್ದಾಪುರ ಕಾಲನಿ ಗ್ರಾಮದ ವಾಸಿ ನಾಗಭೂಷಣ(45) ಎಂದಿನಂತೆ ಮುಖ್ಯರಸ್ತೆ ದಾಟಿ ಡೇರಿಯಲ್ಲಿ ಹಾಲು ಹಾಕಿ ತನ್ನ ಮನೆಗೆ ವಾಪಸ್ ಬರುತ್ತಿದ್ದಾಗ ಹಿಂಬದಿಯಿಂದ ಬಂದ ಸಲೆಯಿ ಅಂಧರದಲ್ಲಿ ನೋಂದಾವಣೆಯಾಗಿರುವ ಕಾರು ನಾಗಭೂಷಣನ ಮೇಲೆ ಹರಿದು ಪರಾರಿಯಾಗಿದ್ದು ಗಾಯಗೊಂಡ ವ್ಯಕ್ತಿಯನ್ನು ಚಿಕಿತ್ಸೆಗೆ ಬೆಂಗಳೂರಿನ ರವಾನಿಸಲಾಗಿದೆ. ಮಿಡಿಗೇಶಿ ಪೊಲೀಸ್ ಠಾಣೆಯಲ್ಲಿ ಪ್ರಕರಣ ದಾಖಲಿಸಲಾಗಿದ್ದು ಈ ಹೊಸ ಗಾಡಿ ಕಾರು ಚಾಲಕರಿಗೆ ಚಾಲನೆ ನಿಧಾನವಾಗಿ ಚಲಿಸುವಂತೆ ಸೂಚಿಸಿದರು. ಸ್ಥಳದಲ್ಲಿ ಹೆಚ್ಚುತ್ತಿರುವ ಅಪಘಾತಗಳನ್ನು ತಡೆಯಲು ಕ್ರಮ ವಹಿಸುವಂತೆ ಗ್ರಾಮಸ್ಥರು ಆಗ್ರಹಿಸಿದ್ದಾರೆ.: [44, 1441, 392, 1585]
youth-col-2: ಮಾದಕದ್ರವ್ಯ ಸೇವನೆ ಮಾಡುವುದರಿಂದ ಹೆಚ್.ಐ.ವಿ. ಹರಡುವ ಸಾಧ್ಯತೆ ಹೆಚ್ಚು. ಆರೋಗ್ಯವಂತರಾಗಿ ಬಾಳಿ ಎಂದರು. ಉಪನ್ಯಾಸಕರಾದ ರವೀಂದ್ರನಾಥ್ ಹೆಚ್.ಐ.ವಿ. ಕುರಿತು ಮಾಹಿತಿ ನೀಡಿದರು. ಉಪನ್ಯಾಸಕರಾದ ನಿವೇದಿತಾ, ರಕ್ಷಿತಾ, ಅಕ್ಷರ್ ಬಾನು ಮತ್ತು ವಿದ್ಯಾರ್ಥಿಗಳು ಇದ್ದರು. ಕಾರ್ಯಕ್ರಮದಲ್ಲಿ ಉಪನ್ಯಾಸಕರಾದ ವಿದ್ಯಾರ್ಥಿ ಸ್ವಾಗತಿಸಿ, ನಿರೂಪಿಸಿ, ವಂದಿಸಿದರು.: [309, 2117, 575, 2212]
important-day-item: ಡಿಸೆಂಬರ್ 24 : ರಾಷ್ಟ್ರೀಯ ಗ್ರಾಹಕರ ದಿನ: [1134, 874, 1323, 891]
lead-col-1: ಹುಳಿಯಾರು: ಹುಳಿಯಾರು ಪಟ್ಟಣ ಪಂಚಾಯ್ತಿ ಅಧ್ಯಕ್ಷೆ ರತ್ನಮ್ಮರವರು ಅವರು ಅಧ್ಯಕ್ಷ ಸ್ಥಾನಕ್ಕೆ ರಾಜೀನಾಮೆ ನೀಡಿದ್ದಾರೆ. ಅಧಿಕಾರ ಹಂಚಿಕೆ ಒಪ್ಪಂದದ ಹಿನ್ನೆಲೆಯಲ್ಲಿ ರಾಜೀನಾಮೆ ನೀಡಿದ್ದಾರೆ ಎನ್ನಲಾಗಿದೆ. ಈಗ ಅಧ್ಯಕ್ಷ ಗಾದಿಗೆ ಪ್ರೀತಿರಾಘವೇಂದ್ರ, ಪಾತೀಮಾ ಷರೀಫ್, ಶೃತಿಸನತ್ ಕಣ್ಣಿಟ್ಟಿದ್ದು ತೆರೆ ಮೆರೆಯ ಕಸರತ್ತು ನಡೆಸುತ್ತಿದ್ದಾರೆ. ಹುಳಿಯಾರು ಪಟ್ಟಣ ಪಂಚಾಯ್ತಿಯ ಎರಡನೇ ಅವಧಿಯ 2.5 ವರ್ಷ ಅಧ್ಯಕ್ಷ ಸ್ಥಾನಕ್ಕೆ ಸಾಮಾನ್ಯ ಮಹಿಳೆ ಮೀಸಲಾತಿಯು ಕಾಂಗ್ರೆಸ್ ಪಕ್ಷದಿಂದ ಜಯಗಳಿಸಿದವರೆಲ್ಲರೂ ಹುರುಪಗಿರುವುದರಿಂದ ಅಧ್ಯಕ್ಷ ಸ್ಥಾನಕ್ಕೆ ಸ್ಪರ್ಧಿಸುವ ಅವಕಾಶವನ್ನ ಕಾಂಗ್ರೆಸ್ ಕಳೆದುಕೊಂಡಿತ್ತು. ಹಾಗಾಗಿ ಬಿಜೆಪಿಯಲ್ಲಿನ ಮೂವರು ಮಹಿಳಾ ಸದಸ್ಯರು, ಜೆಡಿಎಸ್‍ನಲ್ಲಿ ಇಬ್ಬರು ಮಹಿಳಾ ಸದಸ್ಯರು ಹಾಗೂ ಪಕ್ಷೇತರ ಒಬ್ಬ ಮಹಿಳಾ ಸದಸ್ಯೆ ಸೇರಿ 6 ಮಂದಿಯೂ ಅಧ್ಯಕ್ಷ ಸ್ಥಾನದ ಮೇಲೆ ಕಣ್ಣಿಟ್ಟಿದ್ದರು. ಅದರೆ ಬಿಜೆಪಿಯ ರತ್ನಮ್ಮ ಹಾಗೂ ಜೆಡಿಎಸ್ ಪ್ರೀತಿ ಅವರ ನಡುವೆ ಅಧ್ಯಕ್ಷ ಸ್ಥಾನಕ್ಕೆ ನಡೆದ ಪೈಪೋಟಿಯಲ್ಲಿ ಕಾಂಗ್ರೆಸ್ ಸದಸ್ಯರ ಬೆಂಬಲ ಪಡೆದು ರತ್ನಮ್ಮ ಅಧ್ಯಕ್ಷರಾಗಿದ್ದರು. ಈಗ ಅಧಿಕಾರ ಹಂಚಿಕೆ ಒಪ್ಪಂದದ ಮೇರೆಗೆ ರತ್ನಮ್ಮ ಅವರು ಕಳೆದ ಮಂಗಳವಾರ: [44, 233, 297, 490]
important-days-title: ಡಿಸೆಂಬರ್ 2025ರಲ್ಲಿ ಪ್ರಮುಖ ದಿನಗಳು: [1126, 101, 1465, 134]
hiv-col-0: ತುಮಕೂರು: 1988ರಿಂದ ಪ್ರತಿ ವರ್ಷ ಡಿಸೆಂಬರ್ 1ರಂದು ಏಡ್ಸ್ ದಿನ ಆಚರಿಸಲಾಗುತ್ತದೆ. ಇದು ಹೆಚ್. ಐ. ವಿ. ಸೋಂಕಿನಿಂದ ಉಂಟಾಗುವ ಕಾಯಿಲೆ ಯಾಗಿದೆ. ಈ ರೋಗವು ವೈರಸ್ ಸಂಪರ್ಕದ ಮೂಲಕ ಮತ್ತ ಹರಡುತ್ತದೆ ಎಂದು ಹೇಳಲಾದರೂ ಇದರ ಹೊರತಾಗಿಯೂ ಕೆಲವೊಂದು ಕಾರಣಗಳಿಂದ ಹೆಚ್.ಐ.ವಿ. ಕಾಣಿಸಿಕೊಳ್ಳುವ ಸಾಧ್ಯತೆ ಇದೆ ಎಂದು ಶ್ರೀ ಉಮಾಶಂಕರ ಪ್ರಥಮ ದರ್ಜೆ ಕಾಲೇಜಿನ ಪ್ರಾಂಶುಪಾಲರಾದ ಡಾ. ಕೆಂಪರಾಜ್‍ರವರು ತಿಳಿಸಿದರು.: [402, 1335, 628, 1463]
important-day-item: ಡಿಸೆಂಬರ್ 8: ರಾಷ್ಟ್ರೀಯ ಬ್ರೌನಿ ದಿನ: [1134, 383, 1296, 400]
important-days-list: [1126, 134, 1465, 1014]
blanket-col-3: ಅಕ್ಕಸಾರ, ಪತ್ರಿಕಾ ವಿತರಕರು ಹಾಗೂ ಅಶಕ್ತರಿಗೆ ಉಚಿತವಾಗಿ ಹೊದಿಕೆ ಮತ್ತಿತರ ಪರಿಕರಗಳನ್ನು ವಿತರಿಸುತ್ತಾ ಬಂದಿದ್ದೇವೆ, ಮುಂದಿನ ಹಂತದಲ್ಲಿ ಇತರರಿಗೂ ಕಂಬಳಿ ವಿತರಿಸಲಾಗುವುದು ಎಂದು ತಿಳಿಸಿದ್ದಾರೆ. ಈ ವೇಳೆ ಸೇವಾಶ್ರಮದ ಸಿಬ್ಬಂದಿಗಳು ಹಾಗೂ ಆಶ್ರಮದ ಸಿಬ್ಬಂದಿಗಳು ಇದ್ದರು.: [876, 1108, 1108, 1187]
important-day-item: ಡಿಸೆಂಬರ್ 26: ಕ್ವಾನ್ಜಾ: [1134, 944, 1240, 961]
